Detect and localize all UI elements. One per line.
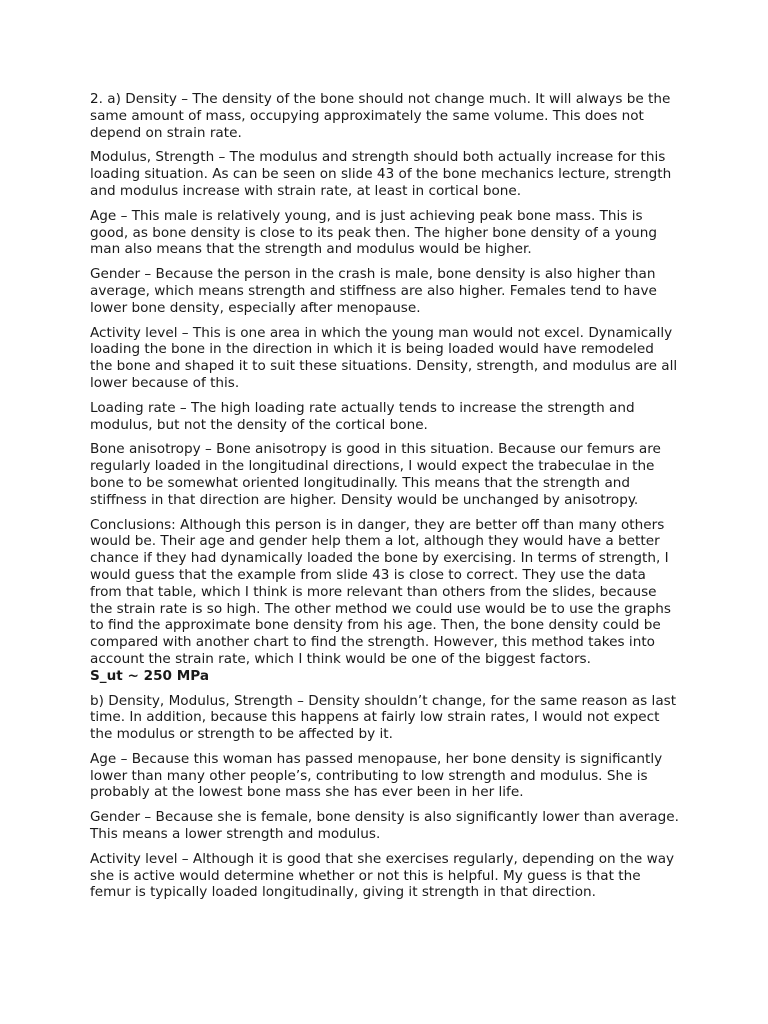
paragraph-age: Age – This male is relatively young, and is just achieving peak bone mass. This is good, as bone density is close to its peak then. The higher bone density of a young man also means that the strength and modulus would be higher. — [90, 207, 657, 258]
paragraph-loading-rate: Loading rate – The high loading rate actually tends to increase the strength and modulus, but not the density of the cortical bone. — [90, 399, 635, 433]
paragraph-conclusions: Conclusions: Although this person is in danger, they are better off than many others would be. Their age and gender help them a lot, although they would have a better chance if they had dynamically loaded the bone by exercising. In terms of strength, I would guess that the example from slide 43 is close to correct. They use the data from that table, which I think is more relevant than others from the slides, because the strain rate is so high. The other method we could use would be to use the graphs to find the approximate bone density from his age. Then, the bone density could be compared with another chart to find the strength. However, this method takes into account the strain rate, which I think would be one of the biggest factors. — [90, 516, 672, 667]
paragraph-modulus-strength: Modulus, Strength – The modulus and strength should both actually increase for this loading situation. As can be seen on slide 43 of the bone mechanics lecture, strength and modulus increase with strain rate, at least in cortical bone. — [90, 149, 672, 199]
paragraph-b-activity-level: Activity level – Although it is good that she exercises regularly, depending on the way she is active would determine whether or not this is helpful. My guess is that the femur is typically loaded longitudinally, giving it strength in that direction. — [90, 850, 675, 901]
paragraph-activity-level: Activity level – This is one area in which the young man would not excel. Dynamically loading the bone in the direction in which it is being loaded would have remodeled the bone and shaped it to suit these situations. Density, strength, and modulus are all lower because of this. — [90, 324, 678, 391]
paragraph-b-age: Age – Because this woman has passed menopause, her bone density is significantly lower than many other people’s, contributing to low strength and modulus. She is probably at the lowest bone mass she has ever been in her life. — [90, 750, 663, 801]
paragraph-b-density-modulus-strength: b) Density, Modulus, Strength – Density shouldn’t change, for the same reason as last time. In addition, because this happens at fairly low strain rates, I would not expect the modulus or strength to be affected by it. — [90, 692, 677, 743]
paragraph-b-gender: Gender – Because she is female, bone density is also significantly lower than average. This means a lower strength and modulus. — [90, 809, 679, 843]
result-value: S_ut ~ 250 MPa — [90, 667, 210, 684]
document-page — [90, 91, 680, 909]
paragraph-gender: Gender – Because the person in the crash is male, bone density is also higher than average, which means strength and stiffness are also higher. Females tend to have lower bone density, especially after menopause. — [90, 266, 657, 316]
paragraph-bone-anisotropy: Bone anisotropy – Bone anisotropy is good in this situation. Because our femurs are regularly loaded in the longitudinal directions, I would expect the trabeculae in the bone to be somewhat oriented longitudinally. This means that the strength and stiffness in that direction are higher. Density would be unchanged by anisotropy. — [90, 441, 661, 508]
paragraph-density: 2. a) Density – The density of the bone should not change much. It will always be the same amount of mass, occupying approximately the same volume. This does not depend on strain rate. — [90, 91, 671, 141]
